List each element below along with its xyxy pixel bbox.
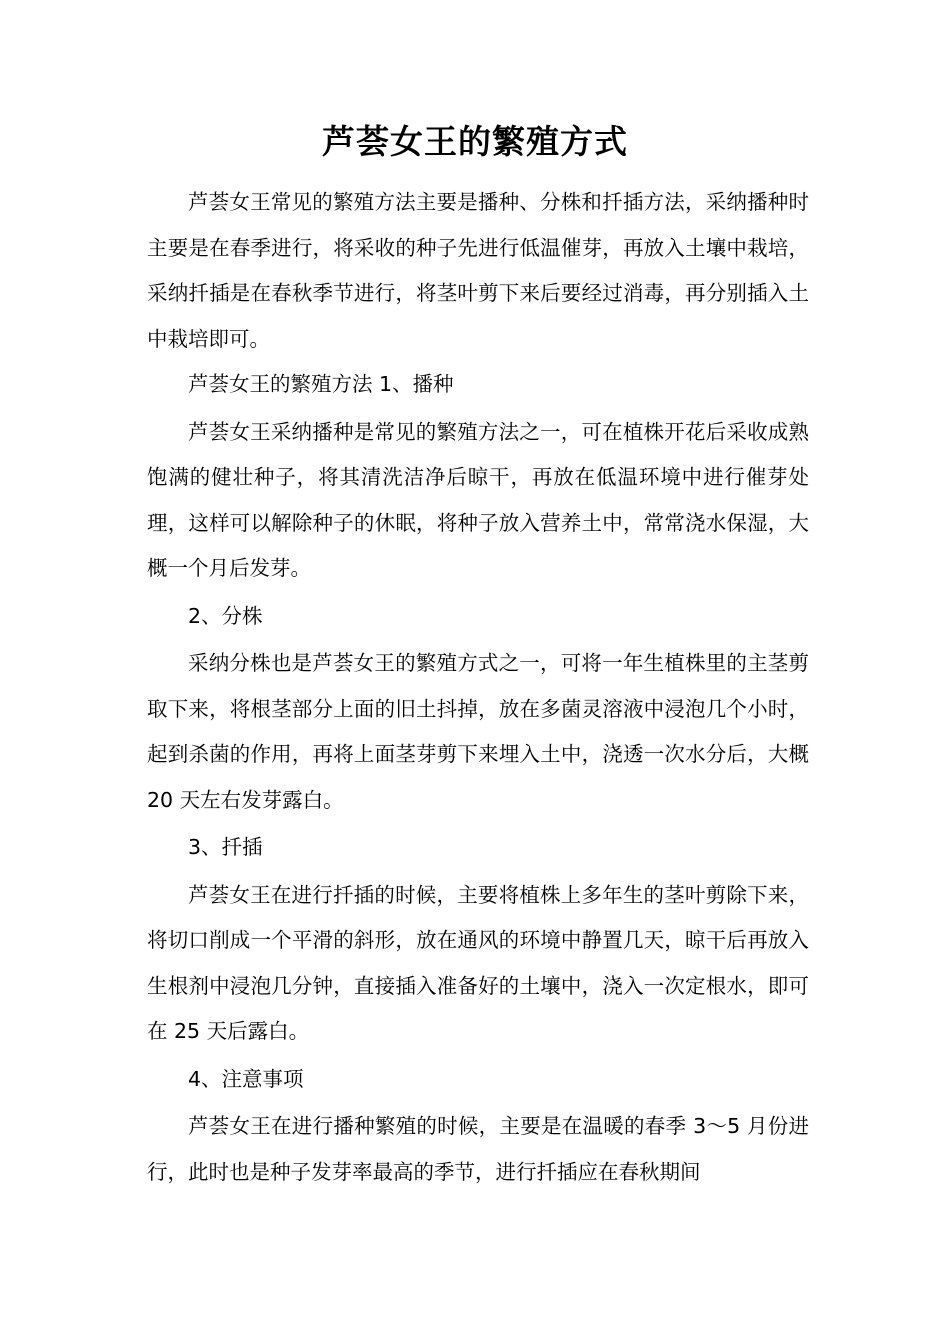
paragraph-division: 采纳分株也是芦荟女王的繁殖方式之一，可将一年生植株里的主茎剪取下来，将根茎部分上面的旧土抖掉，放在多菌灵溶液中浸泡几个小时，起到杀菌的作用，再将上面茎芽剪下来埋入土中，浇透一次水分后，大概 20 天左右发芽露白。	[147, 651, 809, 812]
paragraph-cutting: 芦荟女王在进行扦插的时候，主要将植株上多年生的茎叶剪除下来，将切口削成一个平滑的斜形，放在通风的环境中静置几天，晾干后再放入生根剂中浸泡几分钟，直接插入准备好的土壤中，浇入一次定根水，即可在 25 天后露白。	[147, 882, 809, 1043]
section-heading-notes: 4、注意事项	[188, 1066, 304, 1091]
document-title: 芦荟女王的繁殖方式	[322, 122, 628, 161]
document-body	[147, 180, 809, 1195]
section-heading-sowing: 芦荟女王的繁殖方法 1、播种	[188, 372, 454, 396]
paragraph-intro: 芦荟女王常见的繁殖方法主要是播种、分株和扦插方法，采纳播种时主要是在春季进行，将采收的种子先进行低温催芽，再放入土壤中栽培，采纳扦插是在春秋季节进行，将茎叶剪下来后要经过消毒，再分别插入土中栽培即可。	[147, 190, 809, 351]
paragraph-notes: 芦荟女王在进行播种繁殖的时候，主要是在温暖的春季 3～5 月份进行，此时也是种子发芽率最高的季节，进行扦插应在春秋期间	[147, 1114, 809, 1184]
section-heading-cutting: 3、扦插	[188, 835, 263, 859]
section-heading-division: 2、分株	[188, 603, 263, 628]
paragraph-sowing: 芦荟女王采纳播种是常见的繁殖方法之一，可在植株开花后采收成熟饱满的健壮种子，将其清洗洁净后晾干，再放在低温环境中进行催芽处理，这样可以解除种子的休眠，将种子放入营养土中，常常浇水保湿，大概一个月后发芽。	[147, 419, 809, 580]
